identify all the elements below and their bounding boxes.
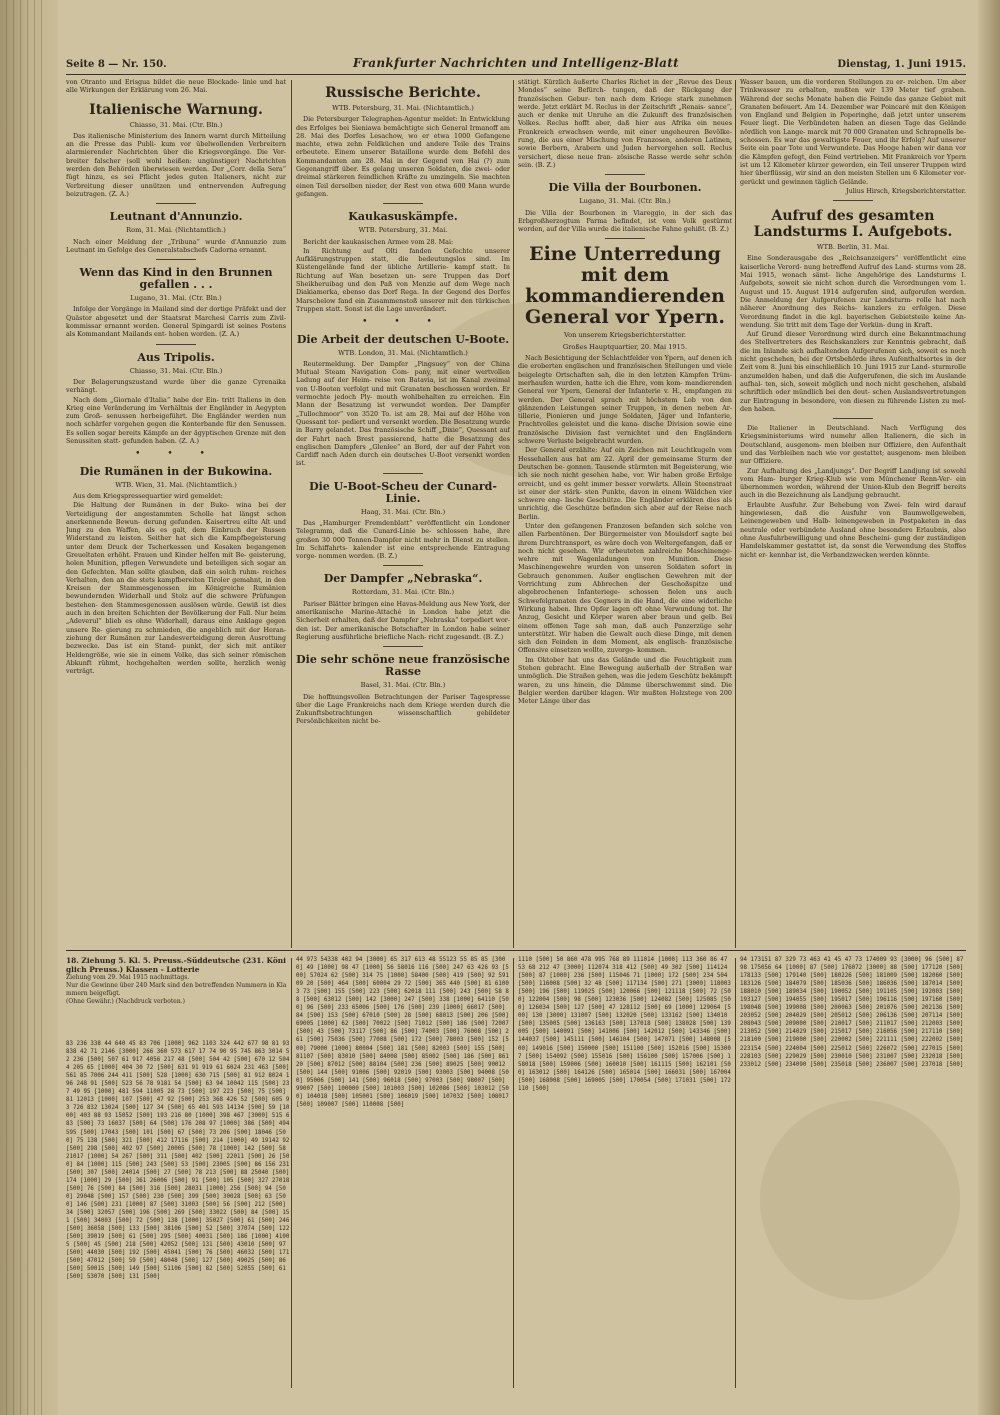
column-rule [291,80,292,948]
divider [383,473,423,474]
article-text: Die hoffnungsvollen Betrachtungen der Pariser Tagespresse über die Lage Frankreichs nach dem Kriege werden durch die Zukunftsbetrachtungen wissenschaftlich gebildeter Persönlichkeiten nicht be- [296,692,510,726]
divider [156,203,196,204]
column-4 [740,78,966,948]
headline: Russische Berichte. [325,85,481,101]
article-text: stätigt. Kürzlich äußerte Charles Richet in der „Revue des Deux Mondes“ seine Befürch- tungen, daß der Rückgang der französischen Gebur- ten nach dem Kriege stark zunehmen werde. Jetzt erklärt M. Reclus in der Zeitschrift „Renais- sance“, auch er denke mit Unruhe an die Zukunft des französischen Volkes. Reclus hofft aber, daß hier aus Afrika ein neues Frankreich erwachsen werde, mit einer ungeheuren Bevölke- rung, die aus einer Mischung von Franzosen, anderen Latinen, sowie Berbern, Arabern und Juden hervorgehen soll. Reclus versichert, diese neue fran- zösische Rasse werde sehr schön sein. (B. Z.) [518,78,732,169]
article-text: von Otranto und Erisgua bildet die neue Blockade- linie und hat alle Wirkungen der Erklärung vom 26. Mai. [66,78,286,95]
lottery-header [66,956,290,1036]
divider [833,418,873,419]
article-text: Pariser Blätter bringen eine Havas-Meldung aus New York, der amerikanische Marine-Attaché in London habe jetzt die Sicherheit erhalten, daß der Dampfer „Nebraska“ torpediert wor- den ist. Der amerikanische Botschafter in London habe seiner Regierung ausführliche briefliche Nach- richt zugesandt. (B. Z.) [296,599,510,641]
divider [383,646,423,647]
divider [383,565,423,566]
lottery-note-2: (Ohne Gewähr.) (Nachdruck verboten.) [66,998,185,1005]
article-text: Der Belagerungszustand wurde über die ganze Cyrenaika verhängt. [66,377,286,395]
column-3 [518,78,732,948]
article-text: Das „Hamburger Fremdenblatt“ veröffentlicht ein Londoner Telegramm, daß die Cunard-Linie be- schlossen habe, ihre großen 30 000 Tonnen-Dampfer nicht mehr in Dienst zu stellen. Im Schiffahrts- kalender ist eine entsprechende Eintragung vorge- nommen worden. (B. Z.) [296,518,510,561]
headline: Aus Tripolis. [137,350,215,364]
headline: Die sehr schöne neue französische Rasse [296,653,510,679]
page-edge [978,0,1000,1415]
dateline: Großes Hauptquartier, 20. Mai 1915. [562,342,688,351]
article-text: Eine Sonderausgabe des „Reichsanzeigers“ veröffentlicht eine kaiserliche Verord- nung betreffend Aufruf des Land- sturms vom 28. Mai 1915, wonach sämt- liche Angehörige des Landsturms I. Aufgebots, soweit sie nicht schon durch die Verordnungen vom 1. August und 15. August 1914 aufgerufen sind, aufgerufen werden. Die Anmeldung der Aufgerufenen zur Landsturm- rolle hat nach näherer Anordnung des Reichs- kanzlers zu erfolgen. Diese Verordnung findet in die kgl. bayerischen Gebietsteile keine An- wendung. Sie tritt mit dem Tage der Verkün- dung in Kraft. [740,254,966,329]
article-text: Die Villa der Bourbonen in Viareggio, in der sich das Erbgroßherzogtum Parma befindet, ist vom Volk gestürmt worden, auf der Villa wurde die italienische Fahne gehißt. (B. Z.) [518,208,732,234]
dateline: Lugano, 31. Mai. (Ctr. Bln.) [130,294,222,303]
binding-texture [6,0,46,1415]
article-text: Der General erzählte: Auf ein Zeichen mit Leuchtkugeln vom Hessehallen aus hat am 22. April der gemeinsame Sturm der Deutschen be- gonnen. Tausende stürmten mit Begeisterung, wie ich sie noch nicht gesehen habe, vor. Wir haben große Erfolge erreicht, und es geht immer besser vorwärts. Allein Steenstraat ist einer der stärk- sten Punkte, davon in einem Wäldchen vier schwere eng- lische Geschütze. Die Engländer erklären dies als unrichtig, die Geschütze befinden sich aber auf der Reise nach Berlin. [518,446,732,521]
article-text: Reutermeldung. Der Dampfer „Pingsuey“ von der China Mutual Steam Navigation Com- pany, mit einer wertvollen Ladung auf der Heim- reise von Batavia, ist im Kanal zweimal von U-Booten verfolgt und mit Granaten beschossen worden. Er vermochte jedoch Ply- mouth wohlbehalten zu erreichen. Ein Mann der Besatzung ist verwundet worden. Der Dampfer „Tullochmoor“ von 3520 To. ist am 28. Mai auf der Höhe von Quessant tor- pediert und versenkt worden. Die Besatzung wurde in Barry gelandet. Das französische Schiff „Dixie“, Quessant auf der Fahrt nach Brest passierend, hatte die Besatzung des englischen Dampfers „Glenlee“ an Bord, der auf der Fahrt von Cardiff nach Aden durch ein deutsches U-Boot versenkt worden ist. [296,359,510,468]
article-text: Die Petersburger Telegraphen-Agentur meldet: In Entwicklung des Erfolges bei Sieniawa bemächtigte sich General Irmanoff am 28. Mai des Dorfes Lesachow, wo er etwa 1000 Gefangene machte, etwa zehn Feldküchen und andere Teile des Trains erbeutete. Einem unserer Bataillone wurde dem Befehl des Kommandanten am 28. Mai in der Gegend von Hai (?) zum Gegenangriff über. Es gelang unseren Soldaten, die zwei- oder dreimal stärkeren feindlichen Kräfte zu umzingeln. Sie machten einen Teil derselben nieder, der Rest von etwa 600 Mann wurde gefangen. [296,115,510,198]
issue-date: Dienstag, 1. Juni 1915. [837,59,966,70]
article-text: Infolge der Vorgänge in Mailand sind der dortige Präfekt und der Quästor abgesetzt und der Staatsrat Marchesi Carris zum Zivil- kommissar ernannt worden. General Spingardi ist seines Postens als Kommandant Mailands ent- hoben worden. (Z. A.) [66,305,286,339]
article-text: Unter den gefangenen Franzosen befanden sich solche von allen Farbentönen. Der Bürgermeister von Moulsdorf sagte bei ihrem Durchtransport, es wäre doch von Weltergefangen, daß er noch nicht gesehen. Wir erbeuteten zahlreiche Maschinenge- wehre mit Wagenladungen von Munition. Diese Maschinengewehre wurden von unseren Soldaten sofort in Gebrauch genommen. Außer englischen Gewehren mit der Vorrichtung zum Abbrechen der Geschoßspitze und abgebrochenen Infanteriege- schossen fielen uns auch Schwefelgranaten des Gegners in die Hand, die eine widerliche Wirkung haben. Ihre Opfer lagen oft ohne Verwundung tot. Ihr Anzug, Gesicht und Körper waren aber braun und gelb. Bei einem offenen Tage sah man, daß auch Panzerzüge sehr unterstützt. Wir haben die Gewalt auch diese Dinge, mit denen sich den Feinden in dem Moment, als englisch- französische Offensive einsetzen wollte, zuvorge- kommen. [518,521,732,655]
signature: Julius Hirsch, Kriegsberichterstatter. [846,186,966,195]
column-rule [735,958,736,1388]
column-2 [296,78,510,948]
column-rule [513,958,514,1388]
headline: Kaukasuskämpfe. [348,210,458,224]
dateline: Lugano, 31. Mai. (Ctr. Bln.) [579,197,671,206]
divider [383,203,423,204]
column-rule [735,80,736,948]
section-dots: • • • [135,449,217,460]
page-number: Seite 8 — Nr. 150. [66,59,167,70]
lottery-numbers-3: 1110 [500] 50 860 478 995 768 89 111014 [1000] 113 360 86 47 53 68 212 47 [3000] 112074 318 412 [500] 49 302 [500] 114124 [500] 87 [1000] 236 [500] 115046 71 [1000] 172 [500] 234 504 [500] 116008 [500] 32 48 [500] 117134 [500] 271 [3000] 118003 [500] 196 [500] 119025 [500] 120066 [500] 121118 [500] 72 [500] 122004 [500] 98 [500] 123036 [500] 124082 [500] 125085 [500] 126034 [500] 127 [500] 47 128112 [500] 69 [1000] 129064 [500] 130 [3000] 131007 [500] 132020 [500] 133162 [500] 134010 [500] 135005 [500] 136163 [500] 137018 [500] 138028 [500] 139005 [500] 140091 [500] 141006 [500] 142012 [500] 143346 [500] 144037 [500] 145111 [500] 146104 [500] 147071 [500] 148008 [500] 149016 [500] 150000 [500] 151100 [500] 152016 [500] 153007 [500] 154092 [500] 155016 [500] 156100 [500] 157006 [500] 158018 [500] 159006 [500] 160010 [500] 161115 [500] 162101 [500] 163012 [500] 164126 [500] 165014 [500] 166031 [500] 167004 [500] 168008 [500] 169005 [500] 170054 [500] 171031 [500] 172110 [500] [518,957,731,1092]
divider [156,344,196,345]
article-text: Das italienische Ministerium des Innern warnt durch Mitteilung an die Presse das Publi- kum vor übelwollenden Verbreitern alarmierender Nachrichten über die Kriegsvorgänge. Die Ver- breiter falscher (soll wohl heißen: ungünstiger) Nachrichten werden den Behörden überwiesen werden. Der „Corr. della Sera“ fügt hinzu, es sei Pflicht jedes guten Italieners, nicht zur Verbreitung dieser unnützen und entnervenden Aufregung beizutragen. (Z. A.) [66,131,286,198]
article-text: Die Italiener in Deutschland. Nach Verfügung des Kriegsministeriums wird numehr allen Italienern, die sich in Deutschland, ausgenom- men bleiben nur Offiziere, den Aufenthalt und das Verbleiben nach wie vor gestattet; ausgenom- men bleiben nur Offiziere. [740,424,966,466]
article-text: Im Oktober hat uns das Gelände und die Feuchtigkeit zum Stehen gebracht. Eine Bewegung außerhalb der Straßen war unmöglich. Die Straßen gehen, was die jedem Geschütz bekämpft waren, zu uns hinein, die Dämme überschwemmt sind. Die Belgier werden darüber klagen. Wir mußten Holzstege von 200 Meter Länge über das [518,655,732,706]
headline: Die Villa der Bourbonen. [548,181,702,195]
article-text: Bericht der kaukasischen Armee vom 28. Mai: [303,237,454,246]
article-text: Aus dem Kriegspressequartier wird gemeldet: [73,491,223,500]
column-1 [66,78,286,948]
article-text: Nach einer Meldung der „Tribuna“ wurde d'Annunzio zum Leutnant im Gefolge des Generalstabschefs Cadorna ernannt. [66,237,286,254]
dateline: WTB. Petersburg, 31. Mai. [358,226,448,235]
headline: Die Arbeit der deutschen U-Boote. [296,332,510,346]
masthead-title: Frankfurter Nachrichten und Intelligenz-Blatt [353,56,679,70]
dateline: WTB. Petersburg, 31. Mai. (Nichtamtlich.) [332,104,474,112]
dateline: Chiasso, 31. Mai. (Ctr. Bln.) [129,366,223,375]
headline: Leutnant d'Annunzio. [109,210,243,224]
lottery-numbers-4: 94 173151 87 329 73 463 41 45 47 73 174009 93 [3000] 96 [500] 87 98 175056 64 [1000] 87 [500] 176072 [3000] 88 [500] 177120 [500] 178133 [500] 179140 [500] 180226 [500] 181009 [500] 182060 [500] 183126 [500] 184079 [500] 185036 [500] 186036 [500] 187014 [500] 188010 [500] 189034 [500] 190052 [500] 191105 [500] 192003 [500] 193127 [500] 194055 [500] 195017 [500] 196116 [500] 197160 [500] 198048 [500] 199008 [500] 200063 [500] 201076 [500] 202136 [500] 203052 [500] 204029 [500] 205012 [500] 206136 [500] 207114 [500] 208043 [500] 209000 [500] 210017 [500] 211017 [500] 212003 [500] 213052 [500] 214029 [500] 215017 [500] 216056 [500] 217110 [500] 218100 [500] 219000 [500] 220002 [500] 221111 [500] 222002 [500] 223154 [500] 224004 [500] 225012 [500] 226072 [500] 227015 [500] 228103 [500] 229029 [500] 230010 [500] 231007 [500] 232018 [500] 233012 [500] 234090 [500] 235018 [500] 236007 [500] 237018 [500] [740,957,964,1068]
article-text: Nach Besichtigung der Schlachtfelder von Ypern, auf denen ich die eroberten englischen und französischen Stellungen und viele beigelegte Ortschaften sah, die in den letzten Kämpfen Trüm- merhaufen wurden, hatte ich die Ehre, vom kom- mandierenden General vor Ypern, General der Infanterie v. H., empfangen zu werden. Der General sprach mit höchstem Lob von den glänzenden Leistungen seiner Truppen, in denen neben Ar- tillerie, Pionieren und junge Soldaten, Jäger und Infanterie, Prachtvolles geleistet und die kana- dische Division sowie eine französische Division fast vernichtet und den Engländern schwere Verluste beigebracht wurden. [518,354,732,446]
article-text: Nach dem „Giornale d'Italia“ habe der Ein- tritt Italiens in den Krieg eine Veränderung im Verhältnis der Engländer in Aegypten zum Groß- senussen herbeigeführt. Die Engländer werden nun noch schärfer vorgehen gegen die Konterbande für den Senussen. Es sollen sogar bereits Kämpfe an der ägyptischen Grenze mit den Senussiten statt- gefunden haben. (Z. A.) [66,395,286,446]
lottery-subtitle: Ziehung vom 29. Mai 1915 nachmittags. [66,974,190,981]
article-text: Wasser bauen, um die vorderen Stellungen zu er- reichen. Um aber Trinkwasser zu erhalten, mußten wir 139 Meter tief graben. Während der sechs Monate haben die Feinde das ganze Gebiet mit Granaten befeuert. Am 14. Dezember war Poincaré mit den Königen von England und Belgien in Poperinghe, daß jetzt unter unserem Feuer liegt. Die Verbündeten haben an diesen Tage das Gelände nördlich von Lange- marck mit 70 000 Granaten und Schrapnells be- schossen. Es war das gewaltigste Feuer, und ihr Erfolg? Auf unserer Seite ein paar Tote und Verwundete. Das Hooge haben wir dann vor die Kämpfen gefegt, den Feind vertrieben. Mit Frankreich vor Ypern ist um 12 Kilometer kürzer geworden, ein Teil unserer Truppen wird hier überflüssig, wir sind an den meisten Stellen um 6 Kilometer vor- gerückt und gewinnen täglich Gelände. [740,78,966,186]
lottery-note: Nur die Gewinne über 240 Mark sind den betreffenden Nummern in Klammern beigefügt. [66,982,287,997]
headline: Die U-Boot-Scheu der Cunard-Linie. [309,479,497,505]
article-text: Die Haltung der Rumänen in der Buko- wina bei der Verteidigung der angestammten Scholle hat längst schon anerkennende Bewun- derung gefunden. Kaisertreu eilte Alt und Jung zu den Waffen, als es galt, dem Einbruch der Russen Widerstand zu leisten. Seither hat sich die Kampfbegeisterung unter dem Druck der Tscherkessen und Kosaken begangenen Greueltaten erhöht. Frauen und Kinder helfen mit Be- geisterung, holen Munition, pflegen Verwundete und beteiligen sich sogar an den Gefechten. Man sollte glauben, daß ein solch ruhm- reiches Verhalten, den an die stets kampfbereiten Tiroler gemahnt, in den Kreisen der Stammesgenossen im Königreiche Rumänien bewundernden Widerhall und Stolz auf die schwere Prüfungen bestehen- den Stammesgenossen auslösen würde. Gewiß ist dies auch in den breiten Schichten der Bevölkerung der Fall. Nur beim „Adeverul“ blieb es ohne Widerhall, daraus eine Anklage gegen unsere Re- gierung zu schmieden, die angeblich mit der Heran- ziehung der Rumänen zur Landesverteidigung deren Ausrottung bezwecke. Das ist ein Stand- punkt, der sich mit antiker Heldengröße, wie sie in einem Volke, das sich seiner römischen Abkunft rühmt, hochgehalten werden sollte, herzlich wenig verträgt. [66,501,286,676]
headline: Eine Unterredung mit dem kommandierenden General vor Ypern. [524,243,726,329]
article-text: In Richtung auf Olti fanden Gefechte unserer Aufklärungstruppen statt, die bedeutungslos sind. Im Küstengelände fand der übliche Artillerie- kampf statt. In Richtung auf Wan besetzen un- sere Truppen das Dorf Sheikheruibag und den Paß von Menzie auf dem Wege nach Diakiamerka, ebenso das Dorf Rega. In der Gegend des Dorfes Marschelow fand ein Zusammenstoß unserer mit den türkischen Truppen statt. Sonst ist die Lage unverändert. [296,246,510,313]
dateline: WTB. Wien, 31. Mai. (Nichtamtlich.) [115,480,237,489]
lottery-title: 18. Ziehung 5. Kl. 5. Preuss.-Süddeutsche (231. Königlich Preuss.) Klassen - Lotterie [66,956,286,974]
page-header [66,56,966,75]
column-rule [291,958,292,1388]
lottery-numbers-2: 44 973 54338 402 94 [3000] 65 317 613 48 55123 55 85 85 [3000] 49 [1000] 98 47 [1000] 56 58016 116 [500] 247 63 426 93 [500] 57024 62 [500] 314 75 [1000] 58400 [500] 419 [500] 92 59109 20 [500] 464 [500] 60004 29 72 [500] 365 440 [500] 81 61003 73 [500] 155 [500] 223 [500] 62018 111 [500] 243 [500] 58 88 [500] 63012 [500] 142 [3000] 247 [500] 338 [1000] 64110 [500] 96 [500] 233 65006 [500] 176 [500] 239 [1000] 66017 [500] 84 [500] 153 [500] 67010 [500] 28 [500] 68013 [500] 206 [500] 69005 [1000] 62 [500] 70022 [500] 71012 [500] 186 [500] 72007 [500] 43 [500] 73117 [500] 86 [500] 74003 [500] 76008 [500] 261 [500] 75036 [500] 77008 [500] 172 [500] 78003 [500] 152 [500] 79000 [1000] 80004 [500] 181 [500] 82003 [500] 155 [500] 81107 [500] 83010 [500] 84008 [500] 85002 [500] 186 [500] 86120 [500] 87012 [500] 88104 [500] 236 [500] 89025 [500] 90012 [500] 144 [500] 91006 [500] 92019 [500] 93003 [500] 94008 [500] 95006 [500] 141 [500] 96018 [500] 97003 [500] 98007 [500] 99007 [500] 100000 [500] 101003 [500] 102086 [500] 103012 [500] 104018 [500] 105001 [500] 106019 [500] 107032 [500] 108017 [500] 109007 [500] 110008 [500] [296,957,509,1108]
headline: Der Dampfer „Nebraska“. [323,572,483,586]
section-dots: • • • [362,317,444,328]
headline: Aufruf des gesamten Landsturms I. Aufgebots. [753,208,953,241]
dateline: Rom, 31. Mai. (Nichtamtlich.) [126,226,226,235]
headline: Italienische Warnung. [89,101,263,118]
dateline: WTB. Berlin, 31. Mai. [816,243,890,252]
section-separator [66,950,966,951]
dateline: WTB. London, 31. Mai. (Nichtamtlich.) [338,348,468,357]
dateline: Rotterdam, 31. Mai. (Ctr. Bln.) [351,588,455,597]
column-rule [513,80,514,948]
article-text: Erlaubte Ausfuhr. Zur Behebung von Zwei- feln wird darauf hingewiesen, daß die Ausfuhr von Baumwollgeweben, Leinengeweben und Halb- leinengeweben in Postpaketen in das neutrale oder verbündete Ausland ohne besondere Erlaubnis, also ohne Ausfuhrbewilligung und ohne Bescheini- gung der zuständigen Handelskammer gestattet ist, da sonst die Verwendung des Stoffes nicht er- kennbar ist, die Verbandzwecken werden könnte. [740,500,966,559]
dateline: Haag, 31. Mai. (Ctr. Bln.) [360,507,446,516]
dateline: Chiasso, 31. Mai. (Ctr. Bln.) [129,120,223,129]
divider [833,200,873,201]
headline: Die Rumänen in der Bukowina. [79,464,273,478]
article-text: Auf Grund dieser Verordnung wird durch eine Bekanntmachung des Stellvertreters des Reichskanzlers zur Kenntnis gebracht, daß die im Inlande sich aufhaltenden Aufgerufenen sich, soweit es noch nicht geschehen, bei der Ortsbehörde ihres Aufenthaltsortes in der Zeit vom 8. Juni bis einschließlich 10. Juni 1915 zur Land- sturmrolle anzumelden haben, und daß die Aufgerufenen, die sich im Auslande aufhal- ten, sich, soweit möglich und noch nicht geschehen, alsbald schriftlich oder mündlich bei den deut- schen Auslandsvertretungen zur Eintragung in besondere, von diesen zu führende Listen zu mel- den haben. [740,330,966,413]
divider [605,174,645,175]
divider [156,259,196,260]
byline: Von unserem Kriegsberichterstatter. [563,331,687,340]
dateline: Basel, 31. Mai. (Ctr. Bln.) [360,681,446,690]
headline: Wenn das Kind in den Brunnen gefallen . . . [79,266,273,292]
lottery-numbers-1: 83 236 338 44 640 45 83 706 [1000] 962 1103 324 442 677 98 81 93 838 42 71 2146 [3000] 266 360 573 617 17 74 90 95 745 863 3014 52 236 [500] 507 61 917 4056 217 48 [500] 504 42 [500] 670 12 5044 205 65 [1000] 404 30 72 [500] 631 91 919 61 6024 231 463 [500] 561 85 7006 244 411 [500] 528 [1000] 630 715 [500] 81 912 8024 196 248 91 [500] 523 56 78 9181 54 [500] 63 94 10042 115 [500] 237 49 95 [1000] 481 594 11005 28 73 [500] 197 223 [500] 75 [500] 81 12013 [1000] 107 [500] 47 92 [500] 253 368 426 52 [500] 605 93 726 832 13024 [500] 127 34 [500] 65 401 593 14134 [500] 59 [1000] 403 88 93 15052 [500] 193 216 80 [1000] 398 467 [3000] 515 683 [500] 73 16037 [500] 64 [500] 176 208 97 [1000] 386 [500] 494 595 [500] 17043 [500] 101 [500] 67 [500] 73 206 [500] 18046 [500] 75 138 [500] 321 [500] 412 17116 [500] 214 [1000] 49 19142 92 [500] 298 [500] 402 97 [500] 20005 [500] 78 [1000] 142 [500] 58 21017 [1000] 54 267 [500] 311 [500] 402 [500] 22011 [500] 26 [500] 84 [1000] 115 [500] 243 [500] 53 [500] 23005 [500] 86 156 231 [500] 307 [500] 24014 [500] 27 [500] 78 213 [500] 88 25040 [500] 174 [1000] 29 [500] 361 26006 [500] 91 [500] 105 [500] 327 27018 [500] 76 [500] 84 [500] 316 [500] 28031 [1000] 256 [500] 94 [500] 29048 [500] 157 [500] 230 [500] 399 [500] 30028 [500] 63 [500] 146 [500] 231 [1000] 87 [500] 31003 [500] 56 [500] 212 [500] 34 [500] 32057 [500] 196 [500] 269 [500] 33022 [500] 84 [500] 151 [500] 34003 [500] 72 [500] 138 [1000] 35027 [500] 61 [500] 246 [500] 36058 [500] 133 [500] 38106 [500] 52 [500] 37074 [500] 122 [500] 39019 [500] 61 [500] 295 [500] 40031 [500] 186 [1000] 41005 [500] 45 [500] 218 [500] 42052 [500] 131 [500] 43010 [500] 97 [500] 44030 [500] 192 [500] 45041 [500] 76 [500] 46032 [500] 171 [500] 47012 [500] 59 [500] 48048 [500] 127 [500] 49025 [500] 86 [500] 50015 [500] 149 [500] 51106 [500] 82 [500] 52055 [500] 61 [500] 53070 [500] 131 [500] [66,1041,290,1281]
divider [605,238,645,239]
article-text: Zur Aufhaltung des „Landjungs“. Der Begriff Landjung ist sowohl vom Ham- burger Krieg-Klub wie vom Münchener Renn-Ver- ein übernommen worden, während der Union-Klub den Begriff bereits auch in die Bezeichnung als Landjung gebraucht. [740,466,966,500]
page-binding [0,0,58,1415]
